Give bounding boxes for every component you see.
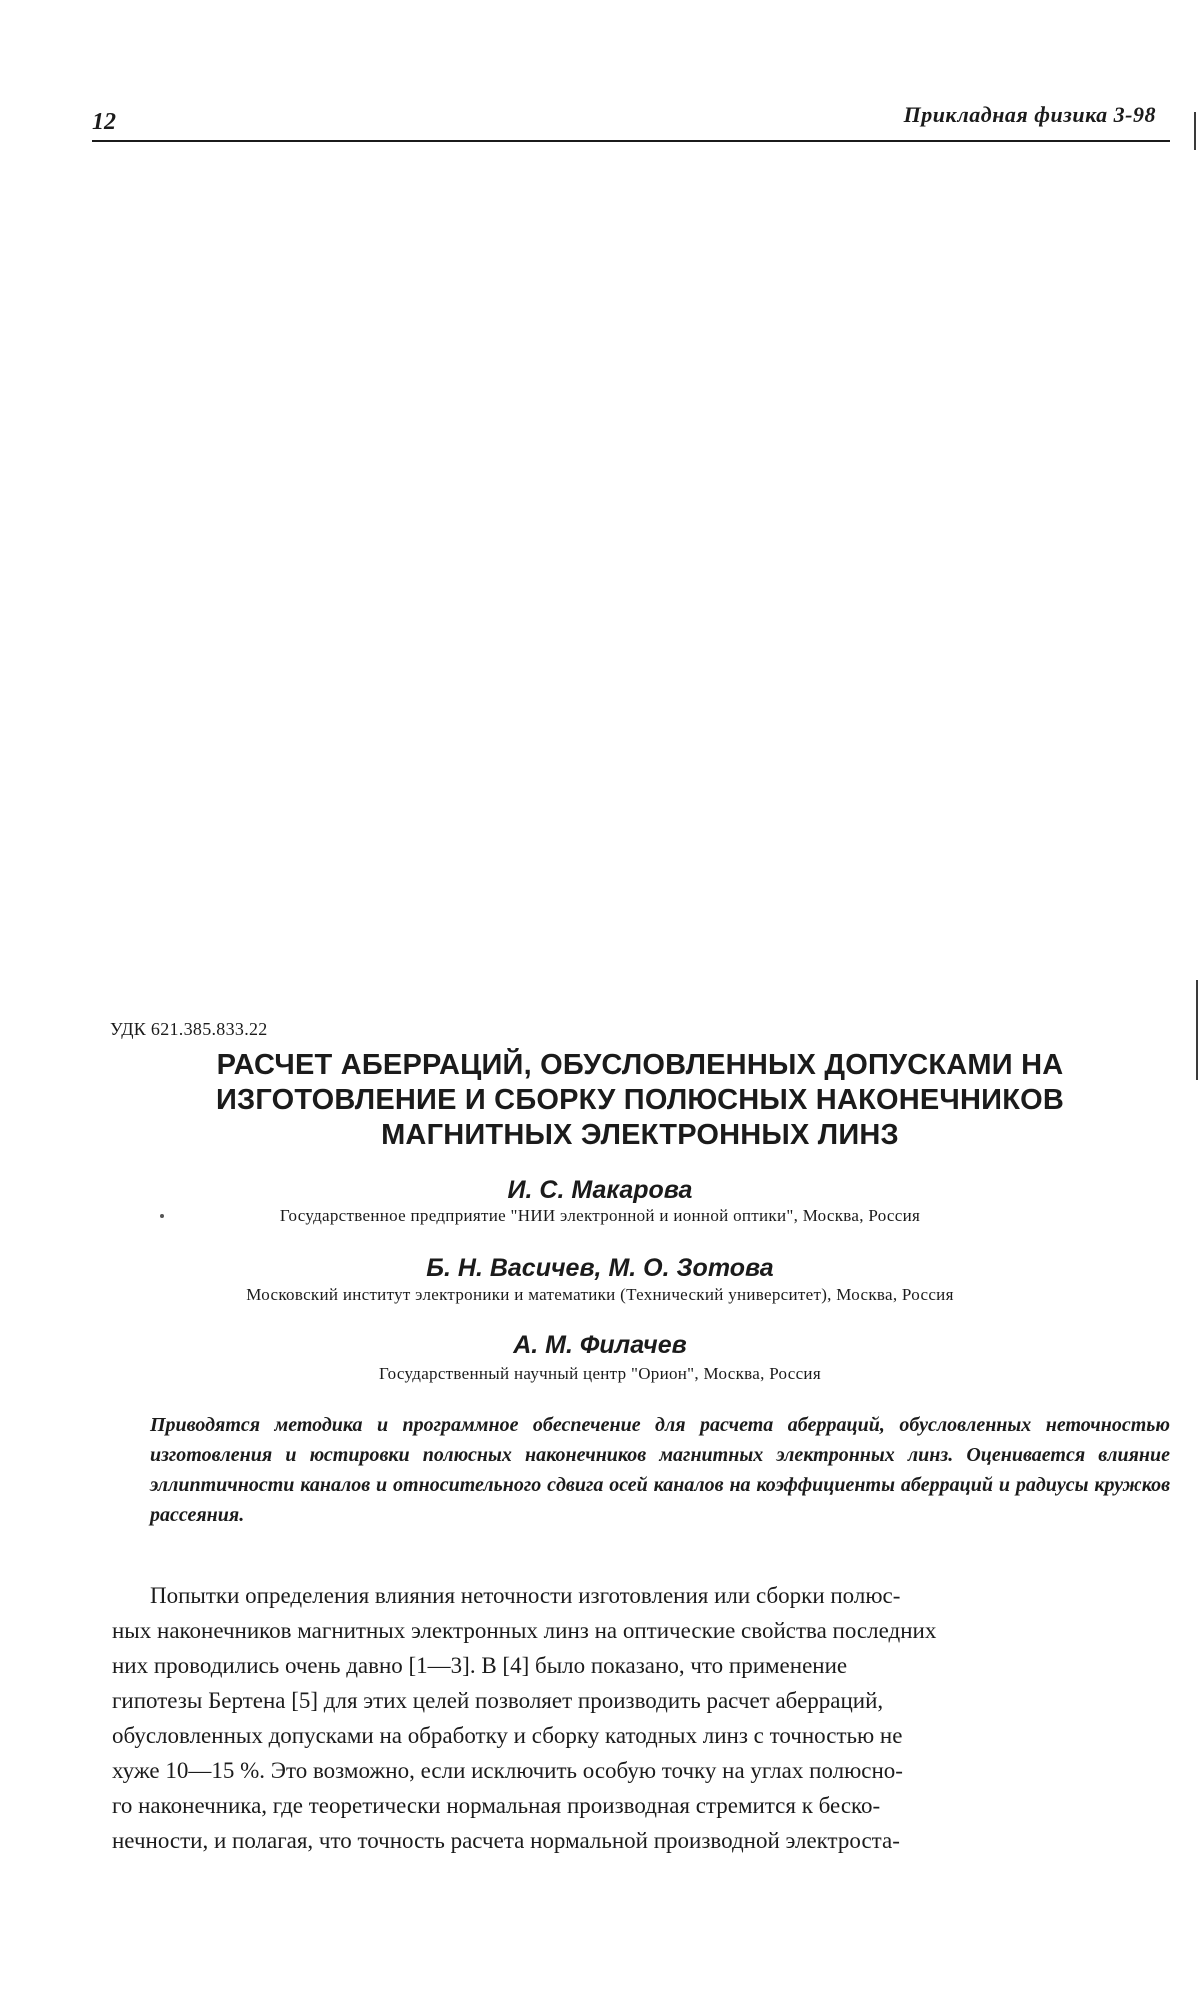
body-line: Попытки определения влияния неточности изготовления или сборки полюс-	[150, 1583, 901, 1608]
page-header	[92, 100, 1170, 142]
scan-edge-mark	[1196, 980, 1198, 1080]
journal-title: Прикладная физика 3-98	[903, 102, 1156, 127]
body-line: обусловленных допусками на обработку и сборку катодных линз с точностью не	[112, 1723, 903, 1748]
body-line: ных наконечников магнитных электронных линз на оптические свойства последних	[112, 1618, 937, 1643]
body-line: нечности, и полагая, что точность расчета нормальной производной электроста-	[112, 1828, 900, 1853]
body-line: гипотезы Бертена [5] для этих целей позволяет производить расчет аберраций,	[112, 1688, 884, 1713]
body-line: хуже 10—15 %. Это возможно, если исключить особую точку на углах полюсно-	[112, 1758, 903, 1783]
udc-code: УДК 621.385.833.22	[110, 1019, 268, 1039]
author-affiliation: Государственное предприятие "НИИ электронной и ионной оптики", Москва, Россия	[279, 1206, 921, 1225]
author-affiliation: Московский институт электроники и математики (Технический университет), Москва, Россия	[246, 1285, 954, 1304]
scan-edge-mark	[1194, 112, 1196, 150]
author-names: И. С. Макарова	[507, 1176, 693, 1204]
article-title: РАСЧЕТ АБЕРРАЦИЙ, ОБУСЛОВЛЕННЫХ ДОПУСКАМИ НА ИЗГОТОВЛЕНИЕ И СБОРКУ ПОЛЮСНЫХ НАКОНЕЧНИКОВ МАГНИТНЫХ ЭЛЕКТРОННЫХ ЛИНЗ	[216, 1049, 1064, 1151]
abstract: Приводятся методика и программное обеспечение для расчета аберраций, обусловленных неточностью изготовления и юстировки полюсных наконечников магнитных электронных линз. Оценивается влияние эллиптичности каналов и относительного сдвига осей каналов на коэффициенты аберраций и радиусы кружков рассеяния.	[150, 1414, 1170, 1526]
scan-speck	[160, 1214, 164, 1218]
author-names: Б. Н. Васичев, М. О. Зотова	[426, 1254, 774, 1282]
author-affiliation: Государственный научный центр "Орион", Москва, Россия	[379, 1364, 821, 1383]
body-line: них проводились очень давно [1—3]. В [4] было показано, что применение	[112, 1653, 848, 1678]
body-line: го наконечника, где теоретически нормальная производная стремится к беско-	[112, 1793, 881, 1818]
page-number: 12	[92, 109, 116, 135]
author-names: А. М. Филачев	[513, 1331, 687, 1359]
